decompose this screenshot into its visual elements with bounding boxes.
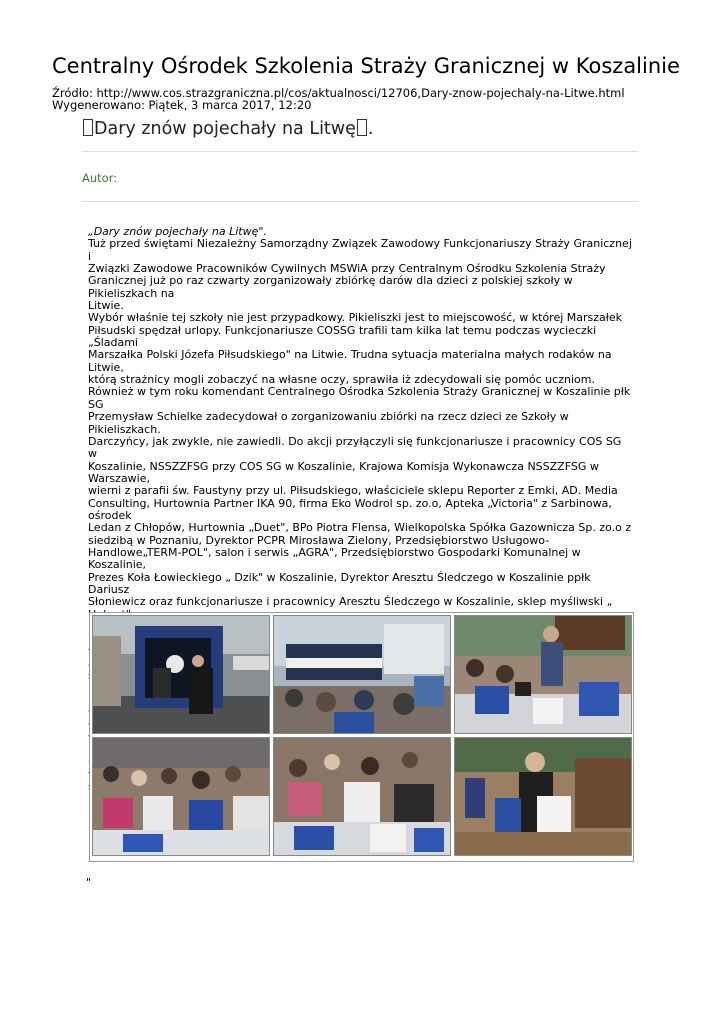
photo-gallery: [89, 612, 634, 862]
photo-unpacking-gifts[interactable]: [273, 737, 451, 856]
divider: [82, 201, 638, 202]
article-line: Piłsudski spędzał urlopy. Funkcjonariusze COSSG trafili tam kilka lat temu podczas wycieczki „Śladami: [88, 323, 597, 350]
divider: [82, 151, 638, 152]
article-line: Darczyńcy, jak zwykle, nie zawiedli. Do akcji przyłączyli się funkcjonariusze i pracownicy COS SG w: [88, 434, 622, 461]
missing-glyph-icon: [83, 119, 93, 136]
article-line: Wybór właśnie tej szkoły nie jest przypadkowy. Pikieliszki jest to miejscowość, w której Marszałek: [88, 311, 623, 325]
article-line: Przemysław Schielke zadecydował o zorganizowaniu zbiórki na rzecz dzieci ze Szkoły w Pikieliszkach.: [88, 410, 569, 436]
article-line: Słoniewicz oraz funkcjonariusze i pracownicy Aresztu Śledczego w Koszalinie, sklep myśliwski „: [88, 595, 613, 609]
article-line: Prezes Koła Łowieckiego „ Dzik" w Koszalinie, Dyrektor Aresztu Śledczego w Koszalinie ppłk Dariusz: [88, 570, 591, 596]
trailing-mark: ": [86, 876, 92, 889]
article-line: wierni z parafii św. Faustyny przy ul. Piłsudskiego, właściciele sklepu Reporter z Emki, AD. Media: [88, 484, 618, 498]
article-lead: „Dary znów pojechały na Litwę".: [88, 225, 267, 238]
article-line: Koszalinie, NSSZZFSG przy COS SG w Koszalinie, Krajowa Komisja Wykonawcza NSSZZFSG w Warszawie,: [88, 459, 599, 485]
author-label: Autor:: [82, 171, 118, 185]
photo-school-hall[interactable]: [273, 615, 451, 734]
article-line: którą strażnicy mogli zobaczyć na własne oczy, sprawiła iż zdecydowali się pomóc uczniom.: [88, 373, 595, 387]
photo-boy-with-bag[interactable]: [454, 737, 632, 856]
photo-children-gifts-image: [93, 738, 269, 855]
photo-boy-with-bag-image: [455, 738, 631, 855]
article-line: siedzibą w Poznaniu, Dyrektor PCPR Mirosława Zielony, Przedsiębiorstwo Usługowo-: [88, 533, 550, 547]
article-line: Granicznej już po raz czwarty zorganizowały zbiórkę darów dla dzieci z polskiej szkoły w Pikieliszkach na: [88, 274, 573, 300]
photo-loading-van[interactable]: [92, 615, 270, 734]
article-line: Litwie.: [88, 299, 124, 313]
article-title-end: .: [367, 119, 374, 139]
article-line: Marszałka Polski Józefa Piłsudskiego" na Litwie. Trudna sytuacja materialna małych rodaków na Litwie,: [88, 348, 612, 374]
photo-unpacking-gifts-image: [274, 738, 450, 855]
photo-gifts-classroom-image: [455, 616, 631, 733]
article-title-text: Dary znów pojechały na Litwę: [94, 119, 356, 139]
photo-children-gifts[interactable]: [92, 737, 270, 856]
article-line: Związki Zawodowe Pracowników Cywilnych MSWiA przy Centralnym Ośrodku Szkolenia Straży: [88, 262, 606, 276]
photo-loading-van-image: [93, 616, 269, 733]
article-line: Consulting, Hurtownia Partner IKA 90, firma Eko Wodrol sp. zo.o, Apteka „Victoria" z Sarbinowa, ośrodek: [88, 496, 612, 522]
article-line: Handlowe„TERM-POL", salon i serwis „AGRA", Przedsiębiorstwo Gospodarki Komunalnej w Koszalinie,: [88, 545, 581, 572]
site-title: Centralny Ośrodek Szkolenia Straży Granicznej w Koszalinie: [52, 54, 680, 78]
article-line: Ledan z Chłopów, Hurtownia „Duet", BPo Piotra Flensa, Wielkopolska Spółka Gazownicza Sp. zo.o z: [88, 521, 632, 535]
article-title: [82, 119, 373, 139]
missing-glyph-icon: [357, 119, 367, 136]
article-line: Również w tym roku komendant Centralnego Ośrodka Szkolenia Straży Granicznej w Koszalinie płk SG: [88, 385, 631, 411]
generated-date: Wygenerowano: Piątek, 3 marca 2017, 12:20: [52, 98, 312, 112]
article-line: Tuż przed świętami Niezależny Samorządny Związek Zawodowy Funkcjonariuszy Straży Granicznej i: [88, 237, 632, 263]
source-url: Źródło: http://www.cos.strazgraniczna.pl/cos/aktualnosci/12706,Dary-znow-pojechaly-na-Litwe.html: [52, 86, 625, 100]
photo-gifts-classroom[interactable]: [454, 615, 632, 734]
photo-school-hall-image: [274, 616, 450, 733]
print-metadata: [52, 87, 625, 111]
